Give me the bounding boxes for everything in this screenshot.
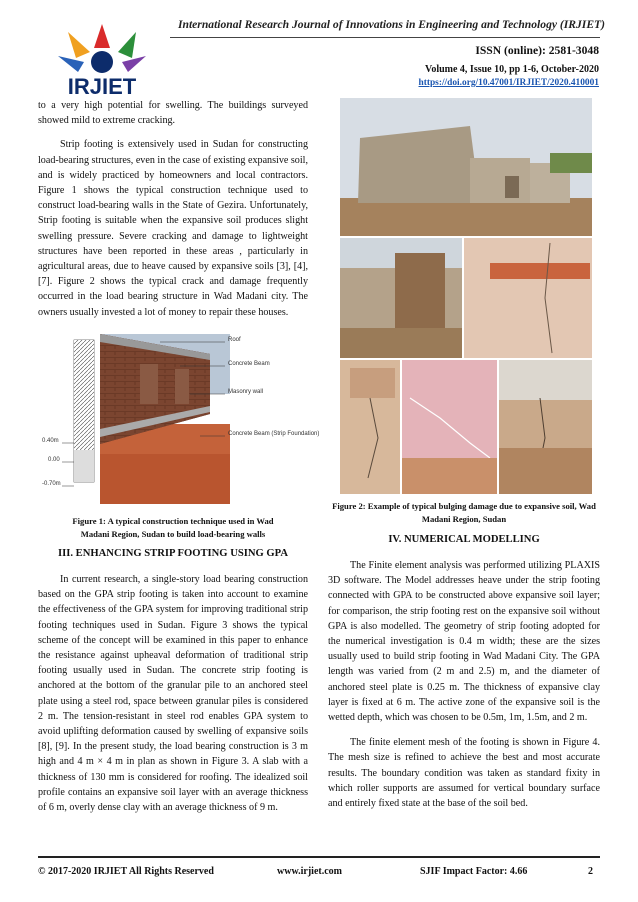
paragraph-mesh: The finite element mesh of the footing is shown in Figure 4. The mesh size is refined to achieve the best and most accurate results. The boundary condition was taken as standard fixity in which roller supports are assumed for vertical boundary surface and entirely fixed state at the base of the soil bed. [328,737,600,810]
footer-website[interactable]: www.irjiet.com [277,866,342,877]
footer-rights: © 2017-2020 IRJIET All Rights Reserved [38,866,214,877]
section-heading-3: III. ENHANCING STRIP FOOTING USING GPA [58,548,288,559]
left-column-top [38,98,308,320]
label-concrete-beam: Concrete Beam [228,361,270,367]
figure-1 [40,334,320,504]
footer-impact-factor: SJIF Impact Factor: 4.66 [420,866,528,877]
level-0-40: 0.40m [42,438,59,444]
volume-info: Volume 4, Issue 10, pp 1-6, October-2020 [425,64,599,75]
label-roof: Roof [228,337,241,343]
paragraph-strip-footing: Strip footing is extensively used in Sudan for constructing load-bearing structures, even in the case of existing expansive soil, and is widely practiced by homeowners and local contractors. Figure 1 shows the typical construction technique used to construct load-bearing walls in the State of Gezira. Unfortunately, Strip footing is suitable when the expansive soil produces slight swelling pressure. Severe cracking and damage to lightweight structures have been reported in these areas , particularly in agricultural areas, due to heave caused by expansive soils [3], [4], [7]. Figure 2 shows the typical crack and damage frequently occurred in the load bearing structure in Wad Madani city. The owners usually invested a lot of money to repair these houses. [38,139,308,318]
left-column-bottom [38,572,308,815]
header-rule [170,37,600,38]
figure-2-caption: Figure 2: Example of typical bulging damage due to expansive soil, Wad Madani Region, Sudan [332,501,596,524]
journal-title: International Research Journal of Innovations in Engineering and Technology (IRJIET) [177,18,605,31]
footer-rule [38,856,600,858]
issn: ISSN (online): 2581-3048 [475,44,599,57]
label-strip-foundation: Concrete Beam (Strip Foundation) [228,431,320,437]
doi-link[interactable]: https://doi.org/10.47001/IRJIET/2020.410001 [418,78,599,88]
label-masonry-wall: Masonry wall [228,389,264,395]
figure-2 [340,98,592,494]
page-number: 2 [588,866,593,877]
figure-1-caption: Figure 1: A typical construction technique used in Wad Madani Region, Sudan to build load-bearing walls [72,516,274,539]
right-column-text [328,558,600,811]
section-heading-4: IV. NUMERICAL MODELLING [388,534,540,545]
paragraph-fea: The Finite element analysis was performed utilizing PLAXIS 3D software. The Model addresses heave under the strip footing connected with GPA to be constructed above expansive soil layer; for comparison, the strip footing rest on the expansive soil without GPA is also modelled. The geometry of strip footing adopted for the numerical investigation is 0.4 m width; these are the sizes usually used to build strip footing in Wad Madani City. The GPA length was varied from (2 m and 2.5) m, and the diameter of anchored steel plate is 0.25 m. The thickness of expansive clay layer is fixed at 6 m. The active zone of the expansive soil is the wetted depth, which was chosen to be 0.5m, 1m, 1.5m, and 2 m. [328,560,600,724]
level-minus-0-70: -0.70m [42,481,61,487]
logo-text: IRJIET [67,74,137,99]
paragraph-continued: to a very high potential for swelling. The buildings surveyed showed mild to extreme cracking. [38,100,308,127]
level-0-00: 0.00 [48,457,60,463]
paragraph-gpa: In current research, a single-story load bearing construction based on the GPA strip footing is taken into account to examine the effectiveness of the GPA system for improving traditional strip footing techniques used in Sudan. Figure 3 shows the typical scheme of the concept will be examined in this paper to enhance the resistance against upheaval deformation of traditional strip footing usually used in Sudan. The concrete strip footing is anchored at the bottom of the granular pile to an anchored steel plate using a steel rod, space between granular piles is considered 2 m. The tension-resistant in steel rod enables GPA system to avoid uplifting deformation caused by swelling of expansive soils [8], [9]. In the present study, the load bearing construction is 3 m high and 4 m × 4 m in plan as shown in Figure 3. A slab with a thickness of 130 mm is considered for roofing. The idealized soil profile contains an expansive soil layer with an average thickness of 6 m, overly dense clay with an average thickness of 9 m. [38,574,308,814]
